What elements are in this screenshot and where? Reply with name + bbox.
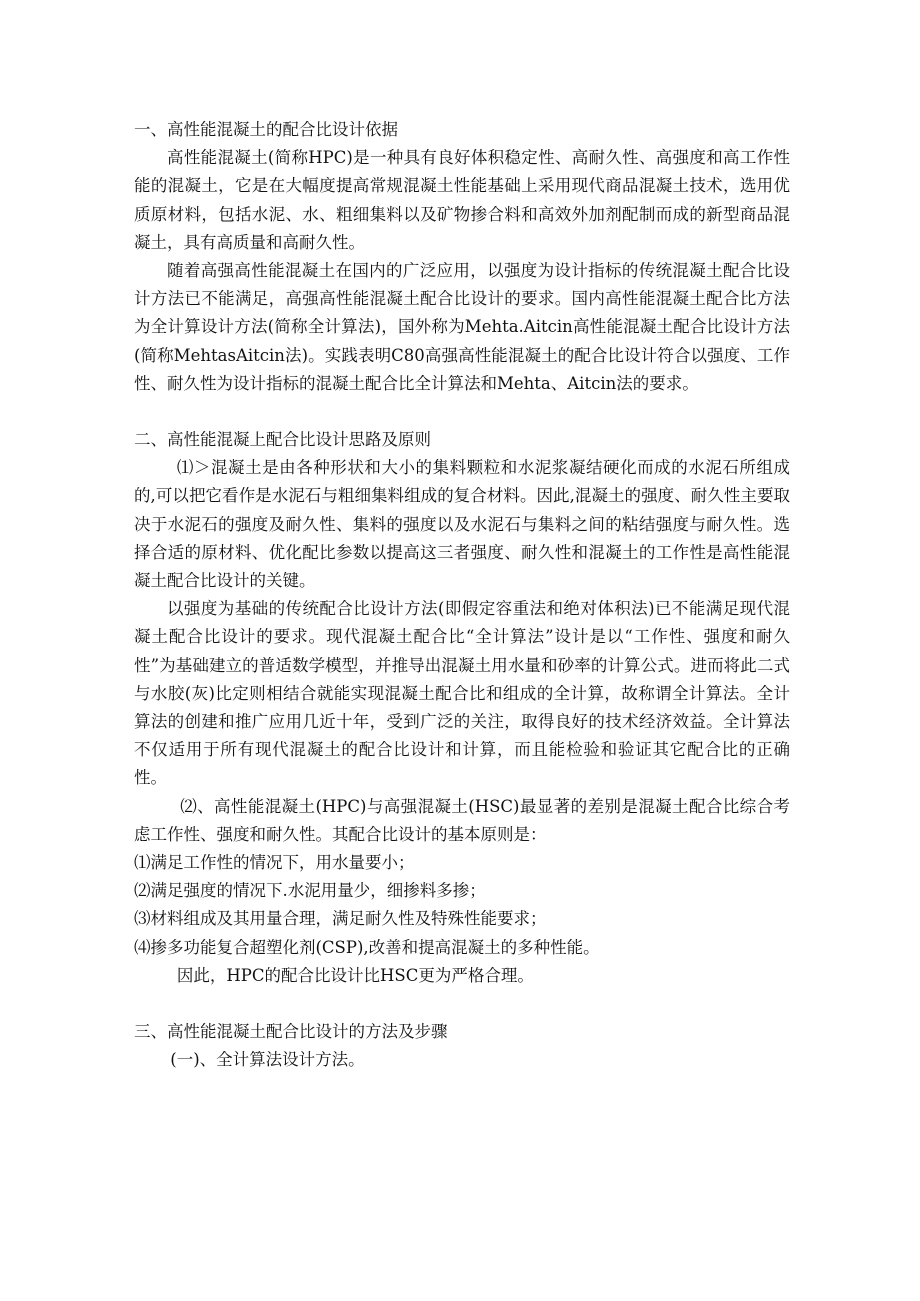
section-1-paragraph-1: 高性能混凝土(简称HPC)是一种具有良好体积稳定性、高耐久性、高强度和高工作性能的混凝土，它是在大幅度提高常规混凝土性能基础上采用现代商品混凝土技术，选用优质原材料，包括水泥、水、粗细集料以及矿物掺合料和高效外加剂配制而成的新型商品混凝土，具有高质量和高耐久性。: [134, 148, 790, 252]
section-spacer: [134, 990, 790, 1018]
section-2-paragraph-2: 以强度为基础的传统配合比设计方法(即假定容重法和绝对体积法)已不能满足现代混凝土配合比设计的要求。现代混凝土配合比“全计算法”设计是以“工作性、强度和耐久性”为基础建立的普适数学模型，并推导出混凝土用水量和砂率的计算公式。进而将此二式与水胶(灰)比定则相结合就能实现混凝土配合比和组成的全计算，故称谓全计算法。全计算法的创建和推广应用几近十年，受到广泛的关注，取得良好的技术经济效益。全计算法不仅适用于所有现代混凝土的配合比设计和计算，而且能检验和验证其它配合比的正确性。: [134, 599, 790, 788]
principle-item-2: ⑵满足强度的情况下.水泥用量少，细掺料多掺；: [134, 881, 486, 901]
section-3-heading: 三、高性能混凝土配合比设计的方法及步骤: [134, 1022, 448, 1042]
principle-item-4: ⑷掺多功能复合超塑化剂(CSP),改善和提高混凝土的多种性能。: [134, 937, 600, 957]
section-3-subheading: (一)、全计算法设计方法。: [170, 1050, 365, 1070]
section-2-closing: 因此，HPC的配合比设计比HSC更为严格合理。: [176, 965, 534, 985]
document-body: [134, 116, 790, 1075]
section-2-heading: 二、高性能混凝上配合比设计思路及原则: [134, 430, 431, 450]
section-spacer: [134, 398, 790, 426]
section-1-paragraph-2: 随着高强高性能混凝土在国内的广泛应用，以强度为设计指标的传统混凝土配合比设计方法已不能满足，高强高性能混凝土配合比设计的要求。国内高性能混凝土配合比方法为全计算设计方法(简称全计算法)，国外称为Mehta.Aitcin高性能混凝土配合比设计方法(简称MehtasAitcin法)。实践表明C80高强高性能混凝土的配合比设计符合以强度、工作性、耐久性为设计指标的混凝土配合比全计算法和Mehta、Aitcin法的要求。: [134, 261, 790, 393]
principle-item-3: ⑶材料组成及其用量合理，满足耐久性及特殊性能要求；: [134, 909, 547, 929]
section-1-heading: 一、高性能混凝土的配合比设计依据: [134, 120, 398, 139]
section-2-paragraph-1: ⑴＞混凝土是由各种形状和大小的集料颗粒和水泥浆凝结硬化而成的水泥石所组成的,可以把它看作是水泥石与粗细集料组成的复合材料。因此,混凝土的强度、耐久性主要取决于水泥石的强度及耐久性、集料的强度以及水泥石与集料之间的粘结强度与耐久性。选择合适的原材料、优化配比参数以提高这三者强度、耐久性和混凝土的工作性是高性能混凝土配合比设计的关键。: [134, 458, 790, 591]
section-2-paragraph-3: ⑵、高性能混凝土(HPC)与高强混凝土(HSC)最显著的差别是混凝土配合比综合考虑工作性、强度和耐久性。其配合比设计的基本原则是：: [134, 796, 790, 844]
principle-item-1: ⑴满足工作性的情况下，用水量要小；: [134, 853, 415, 873]
